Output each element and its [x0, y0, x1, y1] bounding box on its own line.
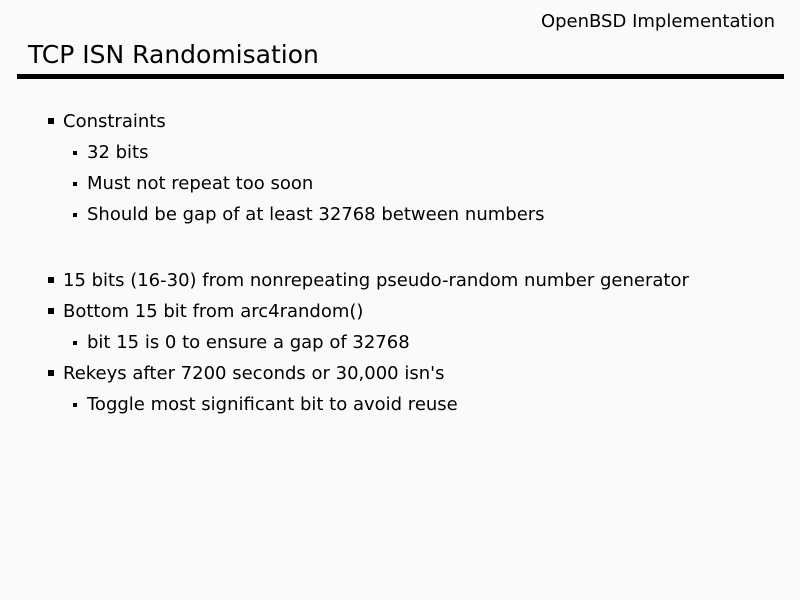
bullet-square-icon	[73, 213, 77, 217]
bullet-text: Must not repeat too soon	[87, 173, 314, 194]
bullet-item	[48, 327, 778, 358]
bullet-square-icon	[48, 277, 54, 283]
bullet-item	[48, 137, 778, 168]
bullet-item	[48, 265, 778, 296]
page-title: TCP ISN Randomisation	[28, 40, 319, 69]
bullet-text: Should be gap of at least 32768 between numbers	[87, 204, 545, 225]
title-divider	[17, 74, 784, 79]
bullet-square-icon	[48, 118, 54, 124]
bullet-item	[48, 296, 778, 327]
bullet-item	[48, 199, 778, 230]
bullet-text: 32 bits	[87, 142, 149, 163]
bullet-item	[48, 168, 778, 199]
bullet-item	[48, 358, 778, 389]
bullet-square-icon	[48, 308, 54, 314]
bullet-square-icon	[73, 151, 77, 155]
bullet-list	[48, 106, 778, 420]
bullet-text: 15 bits (16-30) from nonrepeating pseudo-random number generator	[63, 270, 689, 291]
bullet-square-icon	[73, 182, 77, 186]
bullet-item	[48, 106, 778, 137]
slide-header-right: OpenBSD Implementation	[540, 11, 775, 32]
bullet-text: Bottom 15 bit from arc4random()	[63, 301, 364, 322]
bullet-item	[48, 389, 778, 420]
bullet-text: Toggle most significant bit to avoid reuse	[87, 394, 458, 415]
bullet-text: Constraints	[63, 111, 166, 132]
bullet-square-icon	[73, 403, 77, 407]
bullet-square-icon	[73, 341, 77, 345]
bullet-text: bit 15 is 0 to ensure a gap of 32768	[87, 332, 410, 353]
bullet-square-icon	[48, 370, 54, 376]
bullet-text: Rekeys after 7200 seconds or 30,000 isn's	[63, 363, 445, 384]
